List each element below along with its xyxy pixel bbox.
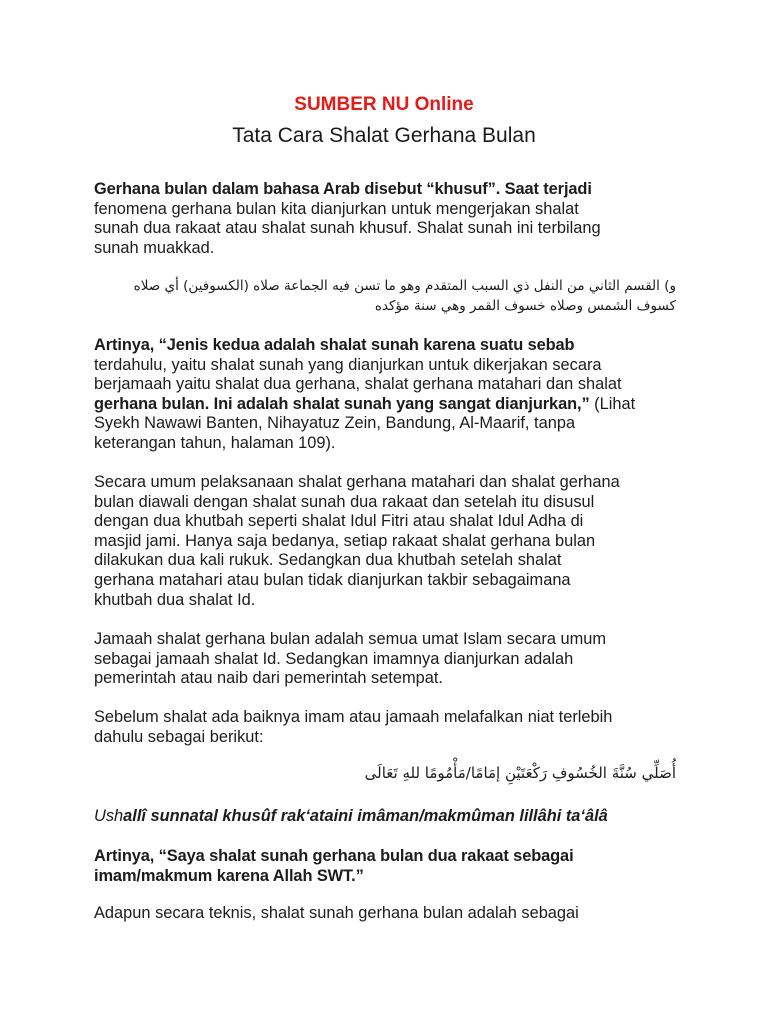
paragraph-procedure: Secara umum pelaksanaan shalat gerhana matahari dan shalat gerhana bulan diawali dengan shalat sunah dua rakaat dan setelah itu disusul dengan dua khutbah seperti shalat Idul Fitri atau shalat Idul Adha di masjid jami. Hanya saja bedanya, setiap rakaat shalat gerhana bulan dilakukan dua kali rukuk. Sedangkan dua khutbah setelah shalat gerhana matahari atau bulan tidak dianjurkan takbir sebagaimana khutbah dua shalat Id.	[94, 473, 620, 609]
arabic-quote: و) القسم الثاني من النفل ذي السبب المتقدم وهو ما تسن فيه الجماعة صلاه (الكسوفين) أي صلاه كسوف الشمس وصلاه خسوف القمر وهي سنة مؤكده	[133, 278, 676, 314]
paragraph-intention-intro: Sebelum shalat ada baiknya imam atau jamaah melafalkan niat terlebih dahulu sebagai berikut:	[94, 708, 613, 746]
niat-transliteration	[94, 806, 694, 826]
niat-translation-text: Artinya, “Saya shalat sunah gerhana bulan dua rakaat sebagai imam/makmum karena Allah SWT.”	[94, 847, 574, 885]
translation-bold-start: Artinya, “Jenis kedua adalah shalat sunah karena suatu sebab	[94, 336, 575, 354]
paragraph-technical: Adapun secara teknis, shalat sunah gerhana bulan adalah sebagai	[94, 904, 579, 922]
translation-middle: terdahulu, yaitu shalat sunah yang dianjurkan untuk dikerjakan secara berjamaah yaitu shalat dua gerhana, shalat gerhana matahari dan shalat	[94, 355, 622, 394]
source-heading: SUMBER NU Online	[294, 94, 474, 115]
paragraph-translation	[94, 336, 694, 454]
translit-rest: allî sunnatal khusûf rak‘ataini imâman/makmûman lillâhi ta‘âlâ	[123, 807, 608, 825]
paragraph-intro	[94, 180, 694, 258]
translation-bold-end: gerhana bulan. Ini adalah shalat sunah yang sangat dianjurkan,”	[94, 394, 590, 413]
translation-citation: (Lihat Syekh Nawawi Banten, Nihayatuz Zein, Bandung, Al-Maarif, tanpa keterangan tahun, halaman 109).	[94, 394, 636, 452]
intro-text: fenomena gerhana bulan kita dianjurkan untuk mengerjakan shalat sunah dua rakaat atau shalat sunah khusuf. Shalat sunah ini terbilang sunah muakkad.	[94, 199, 601, 257]
translit-prefix: Ush	[94, 807, 124, 825]
document-title: Tata Cara Shalat Gerhana Bulan	[232, 124, 536, 147]
paragraph-congregation: Jamaah shalat gerhana bulan adalah semua umat Islam secara umum sebagai jamaah shalat Id. Sedangkan imamnya dianjurkan adalah pemerintah atau naib dari pemerintah setempat.	[94, 630, 607, 688]
niat-arabic: أُصَلِّي سُنَّةَ الخُسُوفِ رَكْعَتَيْنِ إمَامًا/مَأْمُومًا للهِ تَعَالَى	[364, 764, 676, 782]
paragraph-niat-translation	[94, 847, 694, 886]
intro-bold-text: Gerhana bulan dalam bahasa Arab disebut “khusuf”. Saat terjadi	[94, 180, 592, 198]
